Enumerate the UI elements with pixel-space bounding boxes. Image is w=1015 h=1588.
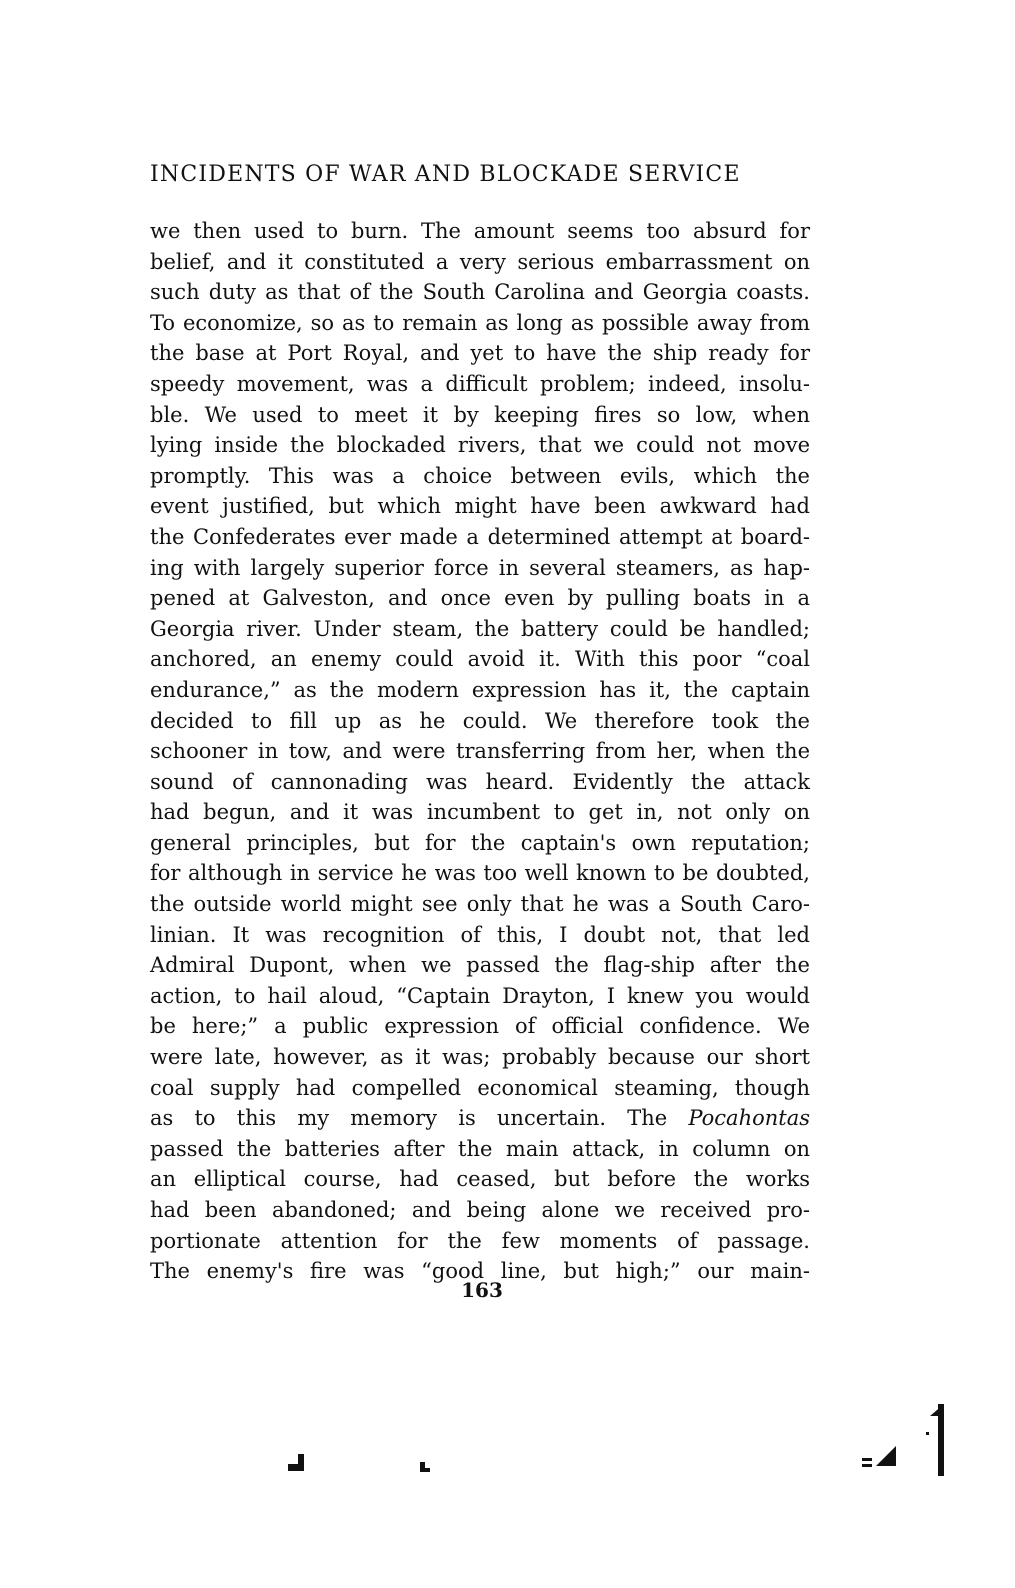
text-line: lying inside the blockaded rivers, that we could not move [150, 433, 810, 458]
text-line: Admiral Dupont, when we passed the flag-ship after the [150, 953, 810, 978]
scan-artifact [930, 1404, 944, 1416]
text-line: we then used to burn. The amount seems too absurd for [150, 219, 810, 243]
text-line: ing with largely superior force in several steamers, as hap- [150, 555, 810, 580]
text-line: the Confederates ever made a determined attempt at board- [150, 524, 810, 549]
text-line: general principles, but for the captain's own reputation; [150, 830, 810, 855]
text-segment: as to this my memory is uncertain. The [150, 1106, 668, 1131]
text-line: had begun, and it was incumbent to get in, not only on [150, 800, 810, 825]
text-line: promptly. This was a choice between evils, which the [150, 463, 810, 488]
page-number: 163 [461, 1278, 503, 1302]
text-line: such duty as that of the South Carolina and Georgia coasts. [150, 280, 810, 305]
text-line: were late, however, as it was; probably because our short [150, 1045, 810, 1070]
text-line: ble. We used to meet it by keeping fires so low, when [150, 402, 810, 427]
scan-artifact [876, 1446, 896, 1466]
text-line: an elliptical course, had ceased, but before the works [150, 1167, 810, 1192]
running-head: INCIDENTS OF WAR AND BLOCKADE SERVICE [150, 162, 741, 187]
ship-name-italic: Pocahontas [688, 1106, 810, 1131]
text-line: To economize, so as to remain as long as possible away from [150, 310, 810, 335]
text-line: passed the batteries after the main attack, in column on [150, 1136, 810, 1161]
text-line-with-italic [150, 1103, 810, 1134]
text-line: had been abandoned; and being alone we received pro- [150, 1198, 810, 1222]
body-text [150, 216, 810, 1287]
text-line: be here;” a public expression of official confidence. We [150, 1014, 810, 1039]
text-line: the base at Port Royal, and yet to have the ship ready for [150, 341, 810, 366]
text-line: action, to hail aloud, “Captain Drayton, I knew you would [150, 983, 810, 1008]
text-line: schooner in tow, and were transferring from her, when the [150, 739, 810, 764]
scan-artifact [420, 1468, 430, 1472]
text-line: anchored, an enemy could avoid it. With this poor “coal [150, 647, 810, 672]
text-line: endurance,” as the modern expression has it, the captain [150, 677, 810, 702]
text-line: for although in service he was too well known to be doubted, [150, 861, 810, 886]
text-line: event justified, but which might have been awkward had [150, 494, 810, 519]
text-line: portionate attention for the few moments of passage. [150, 1228, 810, 1253]
text-line: The enemy's fire was “good line, but high;” our main- [150, 1259, 810, 1284]
text-line: linian. It was recognition of this, I doubt not, that led [150, 922, 810, 947]
text-line: coal supply had compelled economical steaming, though [150, 1075, 810, 1100]
text-line: belief, and it constituted a very serious embarrassment on [150, 249, 810, 274]
text-line: decided to fill up as he could. We therefore took the [150, 708, 810, 733]
text-line: speedy movement, was a difficult problem; indeed, insolu- [150, 371, 810, 396]
text-line: pened at Galveston, and once even by pulling boats in a [150, 586, 810, 611]
scan-artifact [862, 1458, 872, 1461]
scan-artifact [862, 1464, 872, 1467]
scan-artifact [298, 1454, 304, 1470]
text-line: Georgia river. Under steam, the battery could be handled; [150, 616, 810, 641]
scan-artifact [926, 1432, 929, 1435]
text-line: the outside world might see only that he was a South Caro- [150, 892, 810, 917]
text-line: sound of cannonading was heard. Evidently the attack [150, 769, 810, 794]
